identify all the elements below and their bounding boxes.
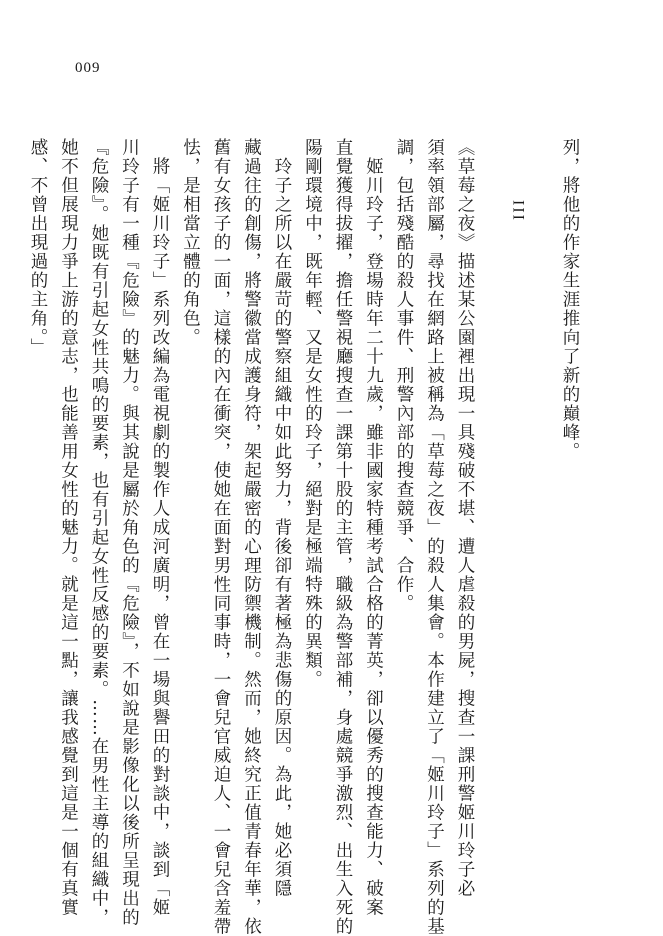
text-column: 『危險』。她既有引起女性共鳴的要素，也有引起女性反感的要素。……在男性主導的組織中， bbox=[89, 138, 109, 928]
text-column: 須率領部屬，尋找在網路上被稱為「草莓之夜」的殺人集會。本作建立了「姬川玲子」系列的基 bbox=[424, 138, 445, 936]
text-column: 玲子之所以在嚴苛的警察組織中如此努力，背後卻有著極為悲傷的原因。為此，她必須隱 bbox=[272, 138, 292, 898]
text-column: 姬川玲子，登場時年二十九歲，雖非國家特種考試合格的菁英，卻以優秀的搜查能力、破案 bbox=[363, 138, 384, 917]
section-heading: III bbox=[509, 200, 527, 222]
text-column: 列，將他的作家生涯推向了新的巔峰。 bbox=[560, 138, 580, 461]
text-column: 怯，是相當立體的角色。 bbox=[180, 138, 201, 347]
text-column: 陽剛環境中，既年輕、又是女性的玲子，絕對是極端特殊的異類。 bbox=[302, 138, 323, 689]
text-column: 川玲子有一種『危險』的魅力。與其說是屬於角色的『危險』，不如說是影像化以後所呈現出的 bbox=[119, 138, 140, 928]
text-column: 直覺獲得拔擢，擔任警視廳搜查一課第十股的主管，職級為警部補，身處競爭激烈、出生入死的 bbox=[333, 138, 353, 936]
text-column: 感、不曾出現過的主角。」 bbox=[28, 138, 48, 358]
text-column: 《草莓之夜》描述某公園裡出現一具殘破不堪、遭人虐殺的男屍，搜查一課刑警姬川玲子必 bbox=[455, 138, 475, 898]
text-column: 她不但展現力爭上游的意志，也能善用女性的魅力。就是這一點，讓我感覺到這是一個有真實 bbox=[58, 138, 79, 917]
vertical-text-body bbox=[28, 138, 585, 936]
page-number: 009 bbox=[75, 60, 101, 76]
text-column: 調，包括殘酷的殺人事件、刑警內部的搜查競爭、合作。 bbox=[394, 138, 414, 613]
text-column: 將「姬川玲子」系列改編為電視劇的製作人成河廣明，曾在一場與譽田的對談中，談到「姬 bbox=[150, 138, 170, 917]
text-column: 舊有女孩子的一面，這樣的內在衝突，使她在面對男性同事時，一會兒官威迫人、一會兒含羞帶 bbox=[211, 138, 231, 936]
text-column: 藏過往的創傷，將警徽當成護身符，架起嚴密的心理防禦機制。然而，她終究正值青春年華，依 bbox=[241, 138, 262, 936]
